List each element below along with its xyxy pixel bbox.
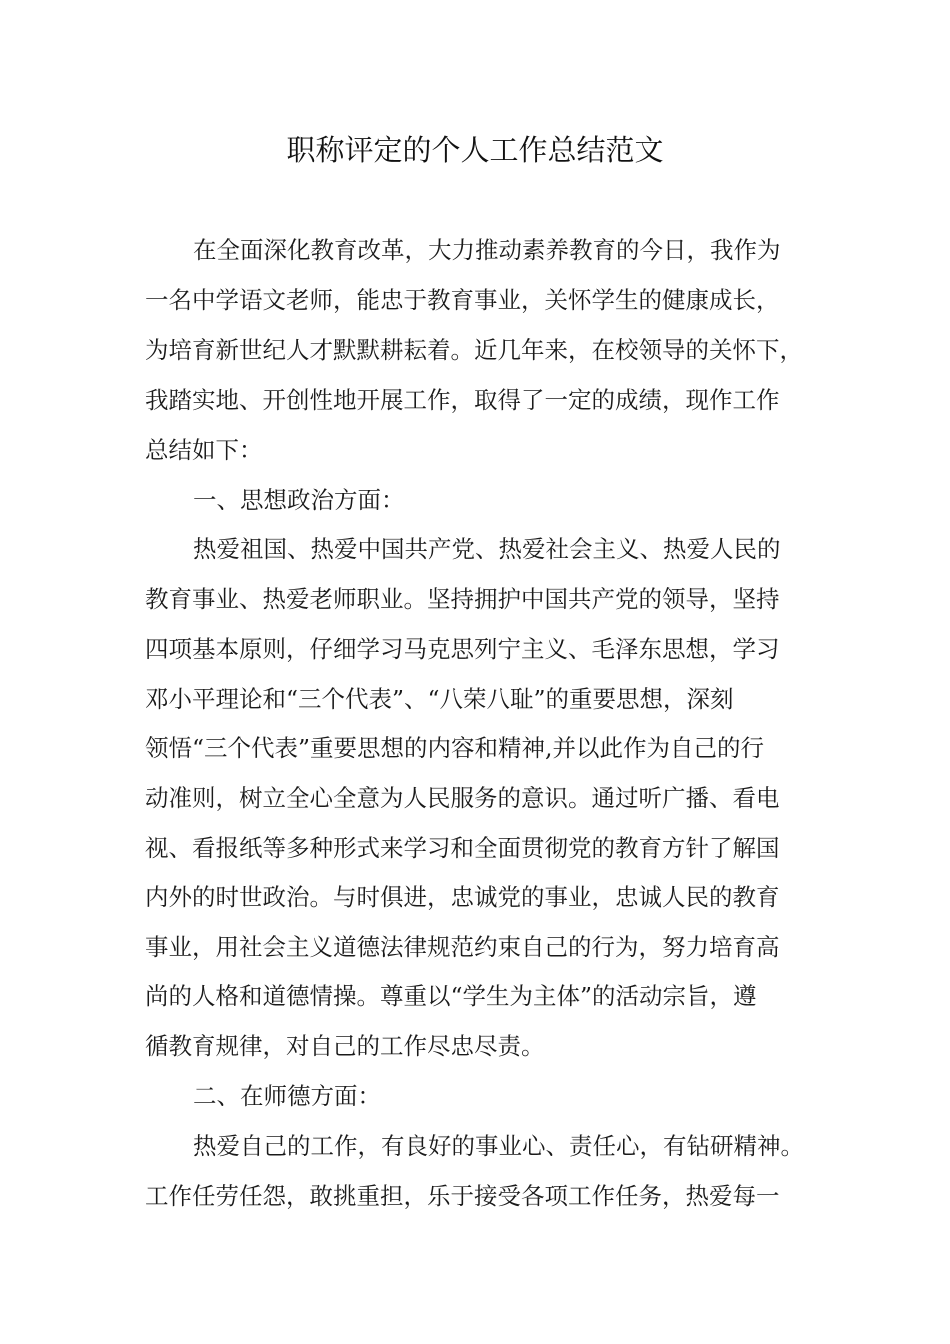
paragraph-line: 四项基本原则，仔细学习马克思列宁主义、毛泽东思想，学习	[145, 635, 780, 663]
paragraph-line: 内外的时世政治。与时俱进，忠诚党的事业，忠诚人民的教育	[145, 883, 780, 911]
paragraph-line: 循教育规律，对自己的工作尽忠尽责。	[145, 1032, 545, 1060]
paragraph-line: 邓小平理论和“三个代表”、“八荣八耻”的重要思想，深刻	[145, 685, 734, 713]
paragraph-line: 工作任劳任怨，敢挑重担，乐于接受各项工作任务，热爱每一	[145, 1182, 780, 1210]
paragraph-line: 在全面深化教育改革，大力推动素养教育的今日，我作为	[193, 236, 781, 264]
section-heading: 二、在师德方面：	[193, 1082, 381, 1110]
paragraph-line: 我踏实地、开创性地开展工作，取得了一定的成绩，现作工作	[145, 386, 780, 414]
paragraph-line: 总结如下：	[145, 436, 263, 464]
paragraph-line: 为培育新世纪人才默默耕耘着。近几年来，在校领导的关怀下，	[145, 336, 803, 364]
paragraph-line: 事业，用社会主义道德法律规范约束自己的行为，努力培育高	[145, 933, 780, 961]
paragraph-line: 动准则，树立全心全意为人民服务的意识。通过听广播、看电	[145, 784, 780, 812]
paragraph-line: 领悟“三个代表”重要思想的内容和精神,并以此作为自己的行	[145, 734, 764, 762]
paragraph-line: 教育事业、热爱老师职业。坚持拥护中国共产党的领导，坚持	[145, 585, 780, 613]
section-heading: 一、思想政治方面：	[193, 486, 405, 514]
paragraph-line: 热爱祖国、热爱中国共产党、热爱社会主义、热爱人民的	[193, 535, 781, 563]
paragraph-line: 一名中学语文老师，能忠于教育事业，关怀学生的健康成长，	[145, 286, 780, 314]
paragraph-line: 尚的人格和道德情操。尊重以“学生为主体”的活动宗旨，遵	[145, 982, 757, 1010]
paragraph-line: 视、看报纸等多种形式来学习和全面贯彻党的教育方针了解国	[145, 834, 780, 862]
document-title: 职称评定的个人工作总结范文	[286, 133, 664, 167]
paragraph-line: 热爱自己的工作，有良好的事业心、责任心，有钻研精神。	[193, 1132, 804, 1160]
